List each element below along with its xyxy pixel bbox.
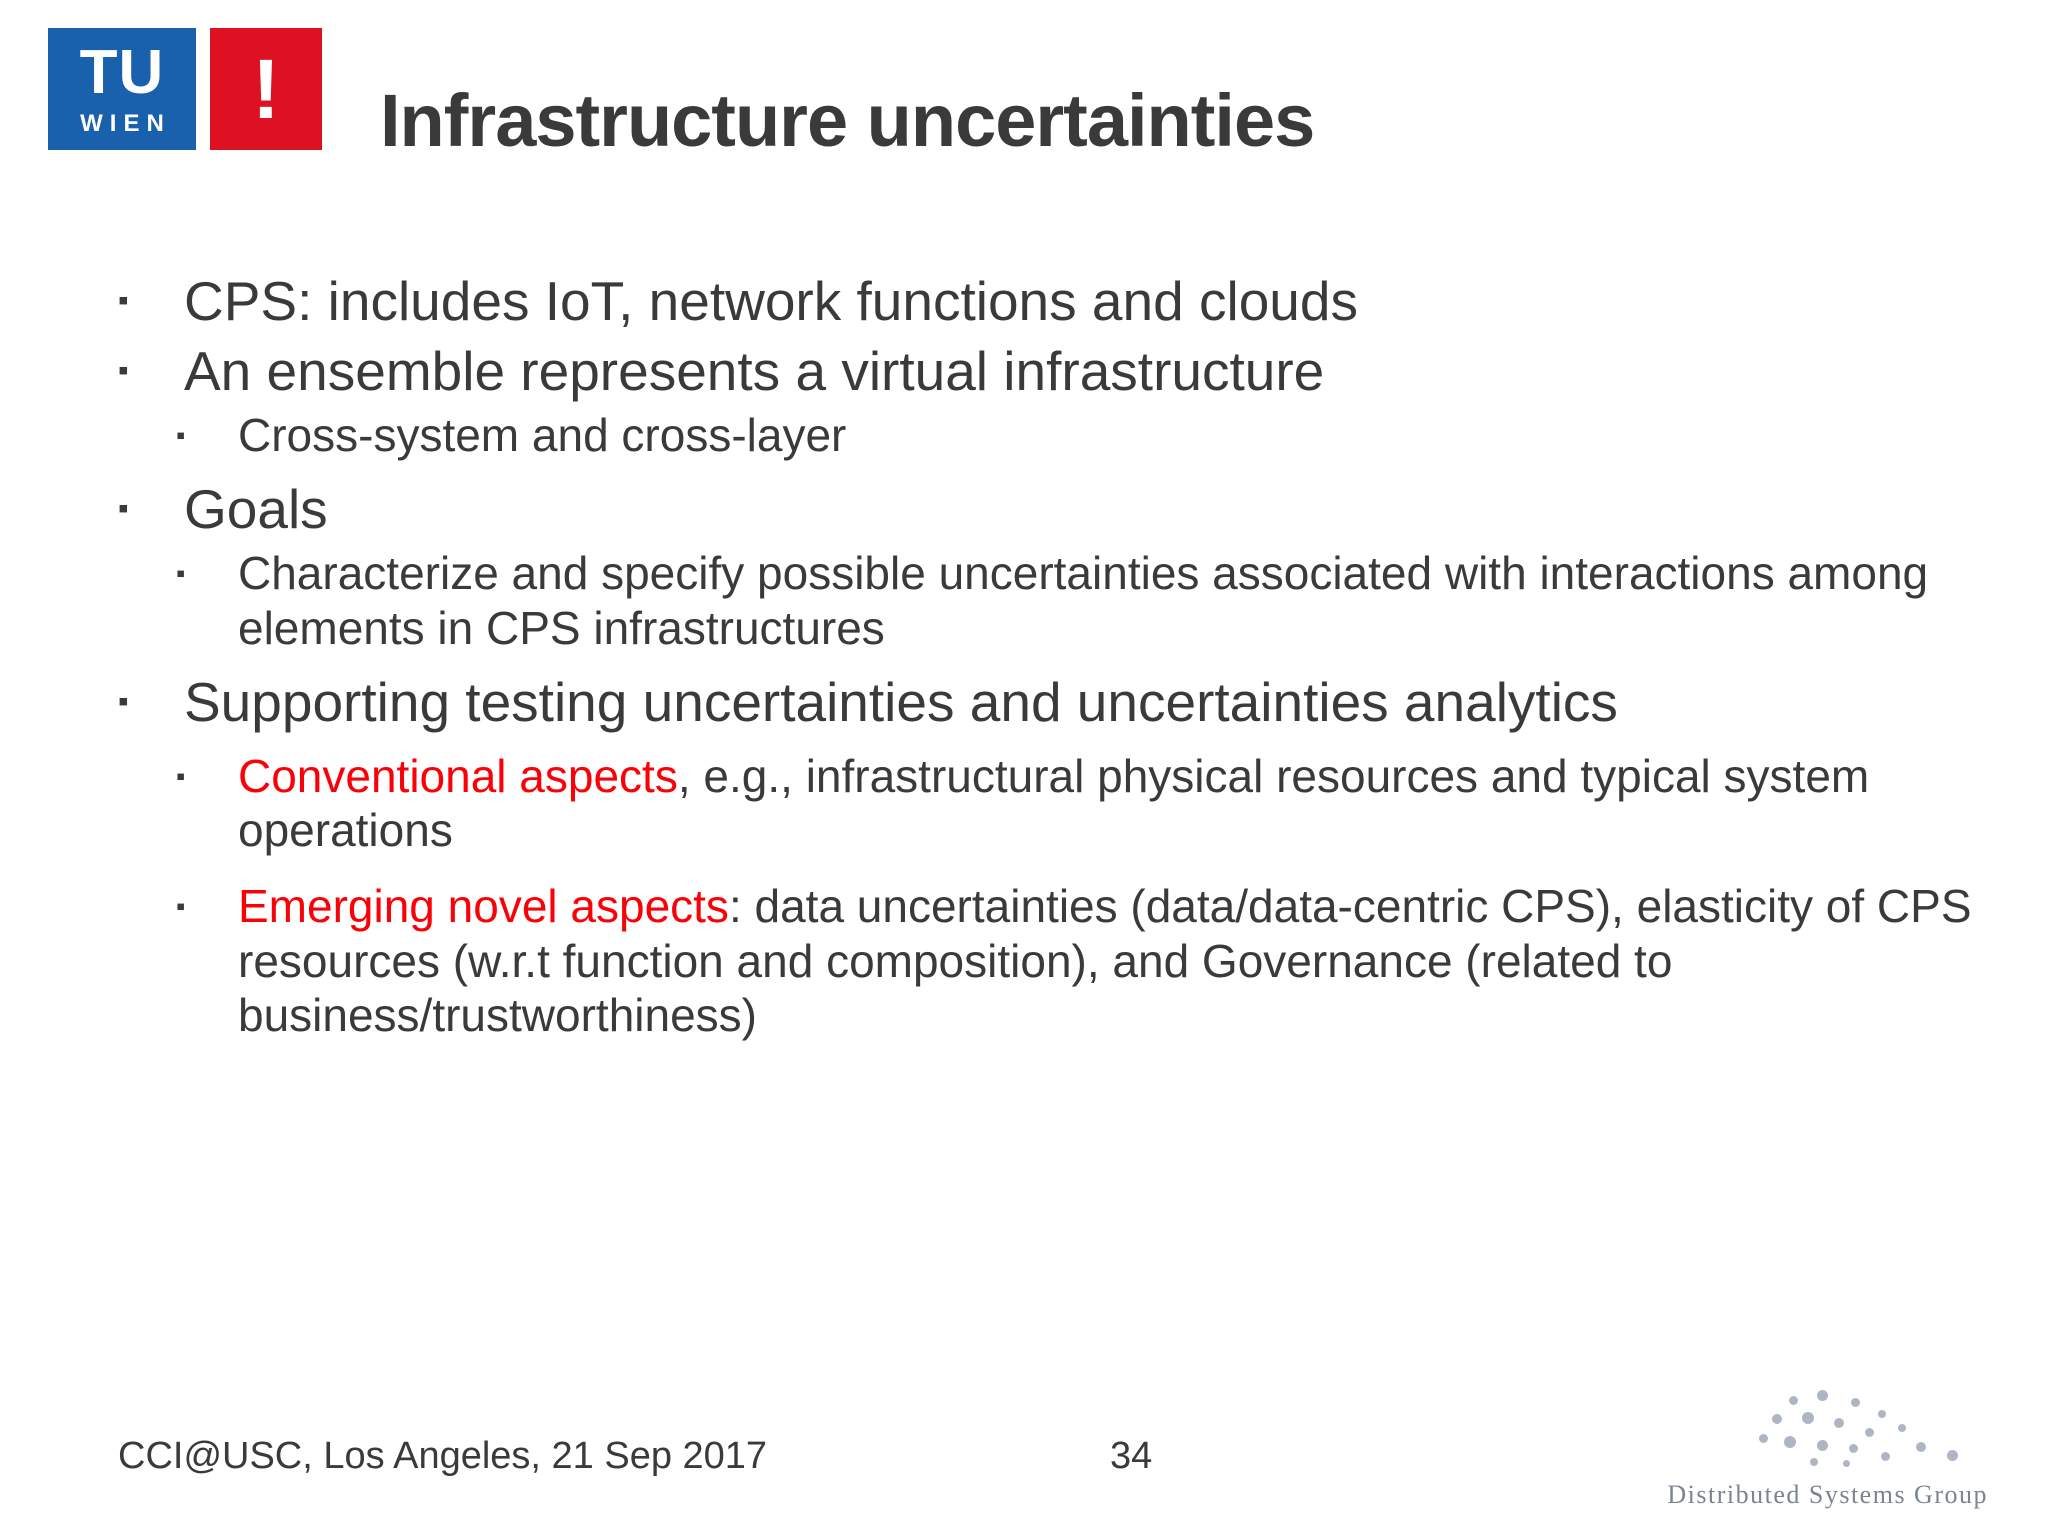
spacer	[118, 466, 1978, 476]
bullet-icon: ▪	[176, 420, 186, 450]
list-item-label: Goals	[184, 478, 328, 541]
page-number: 34	[1110, 1435, 1153, 1477]
list-item	[118, 476, 1978, 542]
footer-venue-date: CCI@USC, Los Angeles, 21 Sep 2017	[118, 1435, 768, 1477]
list-item-label: CPS: includes IoT, network functions and clouds	[184, 270, 1358, 332]
slide-body	[118, 268, 1978, 1046]
list-item	[176, 749, 1978, 858]
list-item-rest: , e.g., infrastructural physical resources and typical system operations	[238, 749, 1870, 857]
highlight-text: Emerging novel aspects	[238, 880, 729, 933]
page-title: Infrastructure uncertainties	[380, 79, 1315, 162]
list-item-label: Cross-system and cross-layer	[238, 409, 847, 461]
list-item	[176, 879, 1978, 1042]
list-item	[176, 408, 1978, 462]
dsg-logo	[1568, 1386, 1988, 1516]
bullet-icon: ▪	[176, 760, 186, 791]
bullet-icon: ▪	[176, 558, 186, 589]
list-item	[118, 268, 1978, 334]
wien-logo-text: WIEN	[80, 110, 171, 137]
list-item-label: Supporting testing uncertainties and uncertainties analytics	[184, 670, 1618, 733]
highlight-text: Conventional aspects	[238, 749, 678, 802]
exclamation-icon: !	[210, 28, 322, 150]
tu-wien-logo	[48, 28, 322, 150]
list-item-rest: : data uncertainties (data/data-centric CPS), elasticity of CPS resources (w.r.t function and composition), and Governance (related to business/trustworthiness)	[238, 880, 1972, 1041]
tu-logo-text: TU	[79, 38, 165, 107]
bullet-icon: ▪	[176, 891, 186, 922]
list-item-label: Characterize and specify possible uncertainties associated with interactions among elements in CPS infrastructures	[238, 547, 1929, 654]
dsg-logo-text: Distributed Systems Group	[1667, 1480, 1988, 1509]
bullet-icon: ▪	[118, 284, 129, 317]
tu-wien-logo-block	[48, 28, 196, 150]
bullet-icon: ▪	[118, 684, 129, 718]
dsg-dots-icon	[1658, 1388, 1978, 1472]
list-item	[118, 338, 1978, 404]
list-item	[176, 546, 1978, 655]
list-item-label: An ensemble represents a virtual infrastructure	[184, 340, 1325, 402]
list-item	[118, 669, 1978, 735]
spacer	[118, 861, 1978, 879]
bullet-icon: ▪	[118, 492, 129, 526]
spacer	[118, 739, 1978, 749]
list-item-label	[238, 879, 1978, 1042]
list-item-label	[238, 749, 1978, 858]
bullet-icon: ▪	[118, 354, 129, 387]
spacer	[118, 659, 1978, 669]
